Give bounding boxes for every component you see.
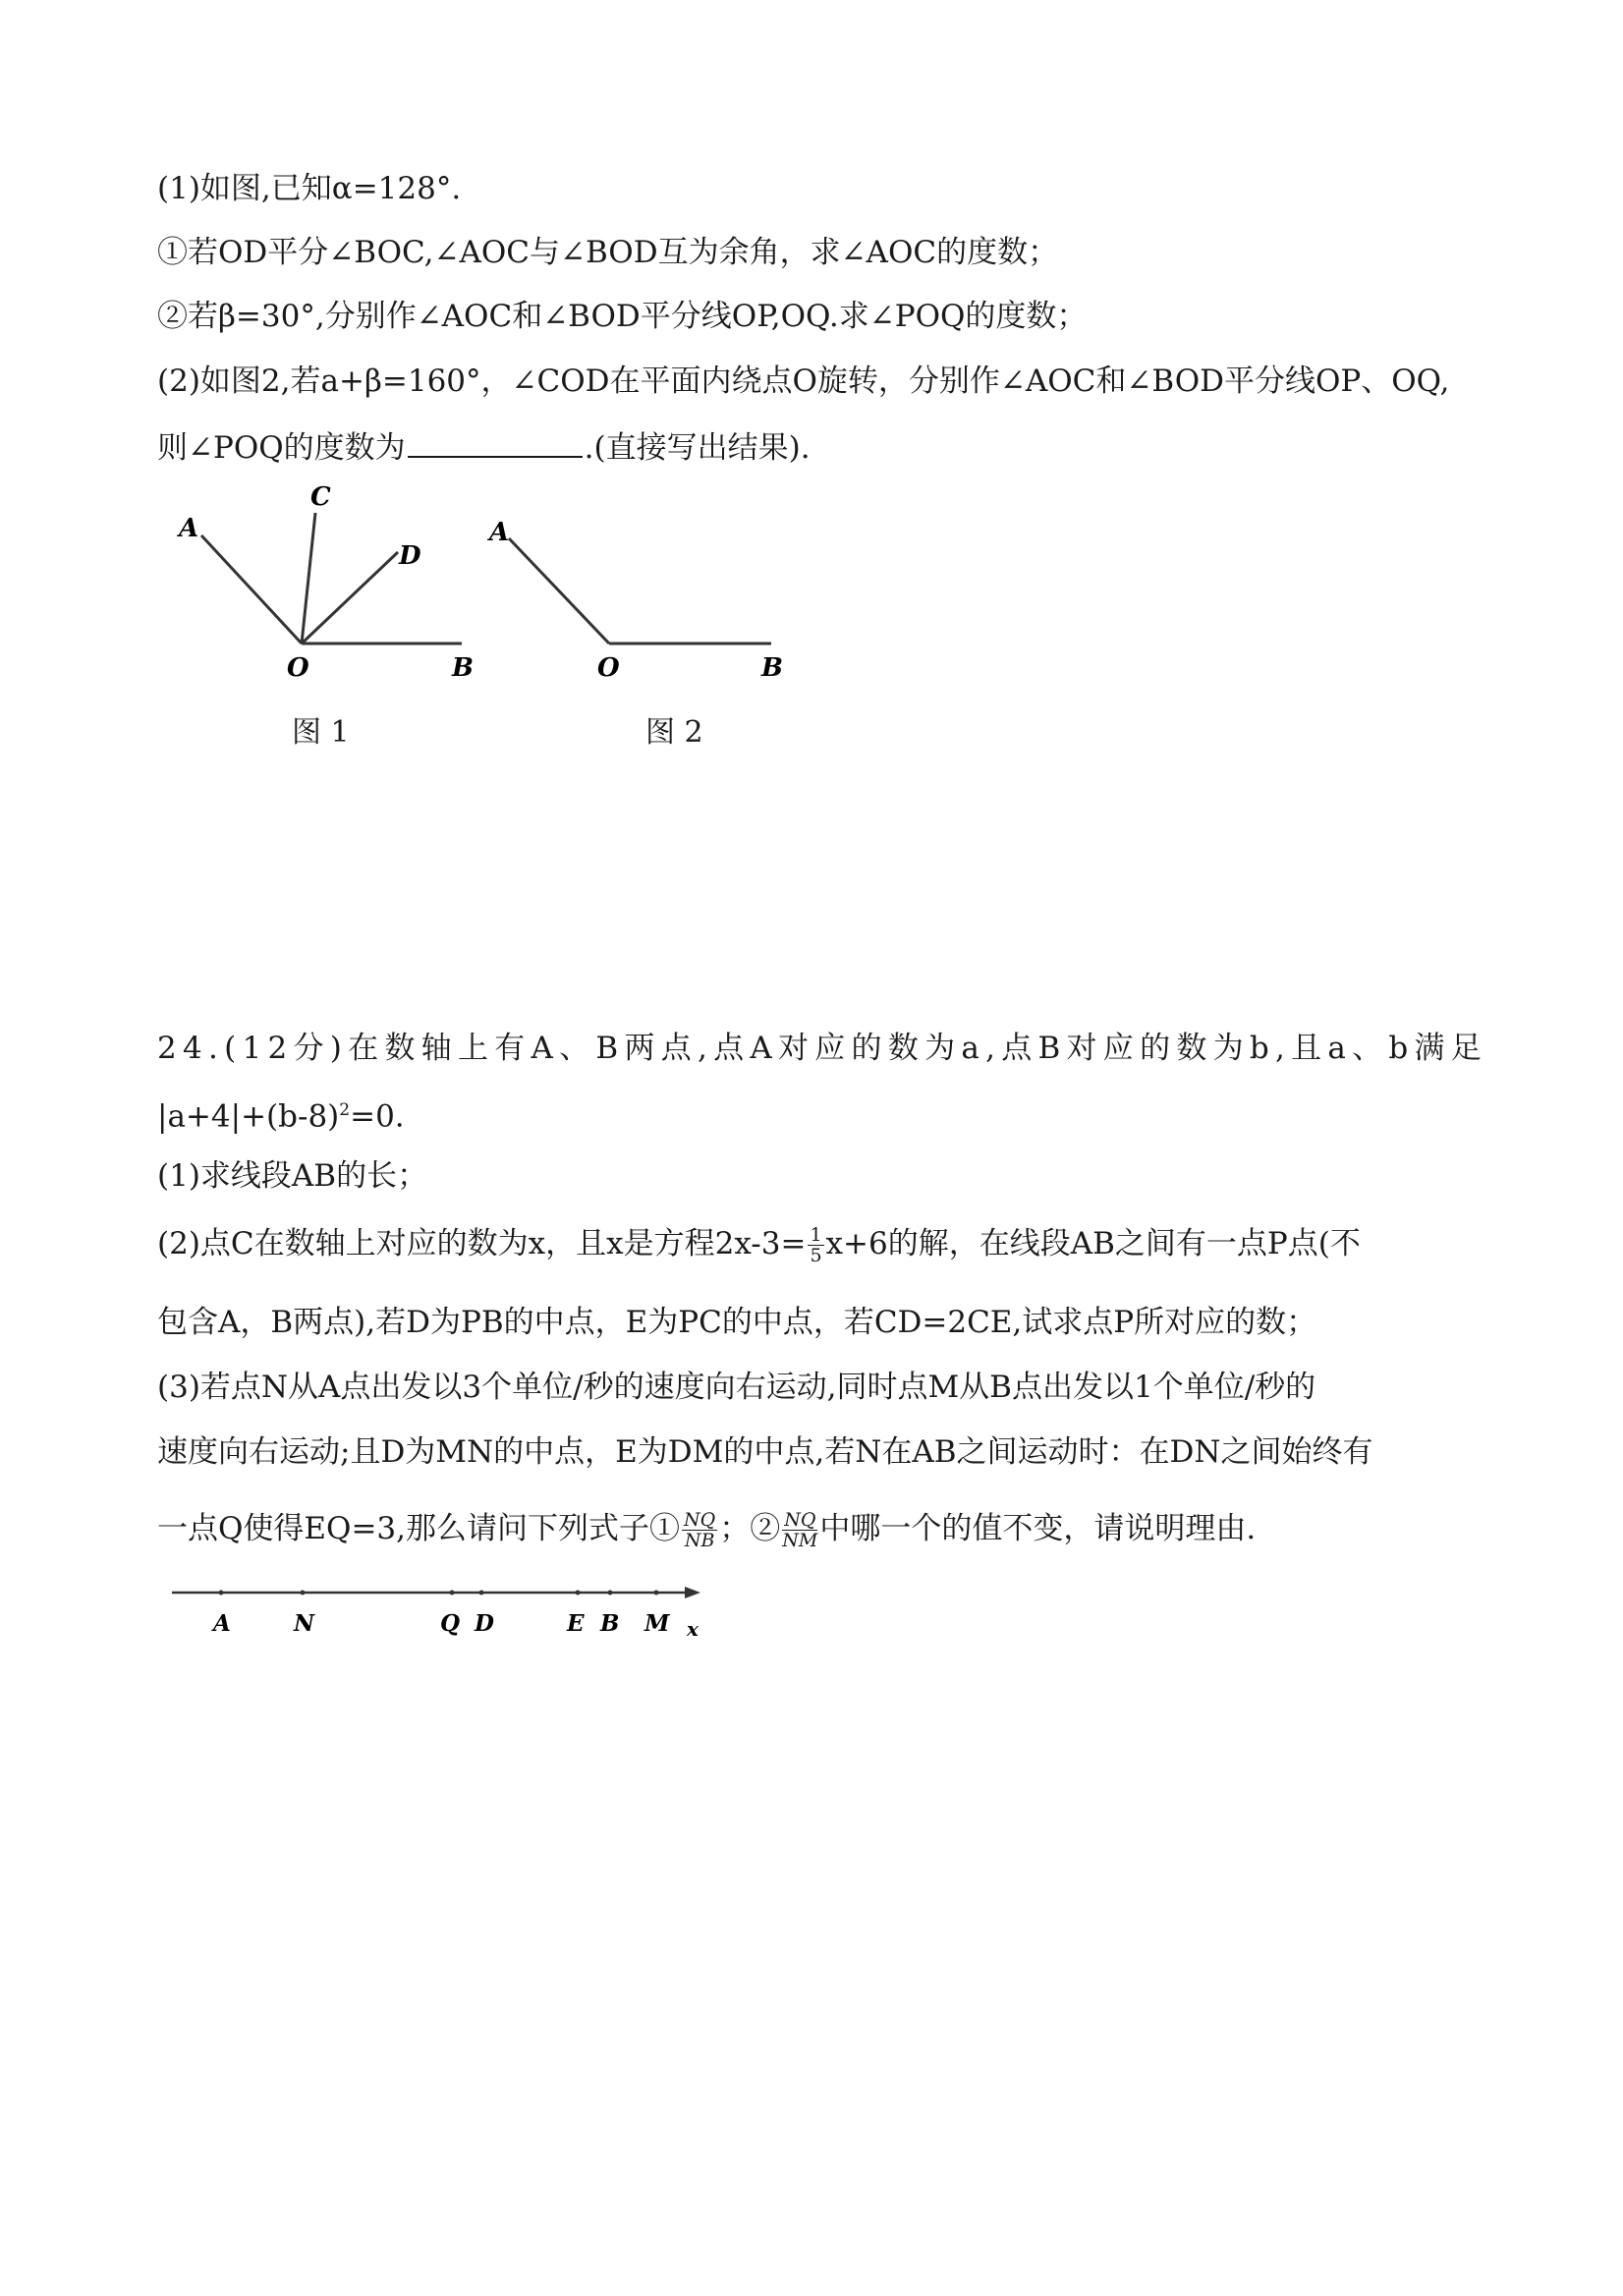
fig1-label-a: A xyxy=(179,514,199,543)
fig2-label-b: B xyxy=(761,653,783,683)
figure-1-caption: 图 1 xyxy=(292,715,350,750)
axis-label-n: N xyxy=(294,1610,315,1637)
fraction-one-fifth-denominator: 5 xyxy=(810,1245,822,1266)
q24-line-4-suffix: x+6的解，在线段AB之间有一点P点(不 xyxy=(825,1226,1361,1261)
fraction-nq-nb xyxy=(682,1510,717,1550)
answer-blank[interactable] xyxy=(408,426,583,458)
answer-prompt: 则∠POQ的度数为 xyxy=(157,430,406,466)
axis-label-a: A xyxy=(213,1610,231,1637)
q24-exponent: 2 xyxy=(339,1100,351,1120)
q24-line-2 xyxy=(157,1091,405,1136)
q24-line-1: 2 4 . ( 1 2 分 ) 在 数 轴 上 有 A 、 B 两 点 , 点 A 对 应 的 数 为 a , 点 B 对 应 的 数 为 b , 且 a 、 b 满 足 xyxy=(157,1031,1482,1066)
figure-2 xyxy=(481,511,806,688)
q24-equation-part-2: =0. xyxy=(350,1098,405,1135)
fig2-label-a: A xyxy=(489,518,510,547)
text-line-5 xyxy=(157,426,811,468)
fraction-nq-nm xyxy=(782,1510,817,1550)
q24-line-8-suffix: 中哪一个的值不变，请说明理由. xyxy=(819,1511,1257,1546)
figure-1 xyxy=(167,481,481,688)
fraction-one-fifth-numerator: 1 xyxy=(810,1224,822,1246)
q24-equation-part-1: |a+4|+(b-8) xyxy=(157,1098,340,1135)
fig1-label-o: O xyxy=(287,653,309,683)
text-line-3: ②若β=30°,分别作∠AOC和∠BOD平分线OP,OQ.求∠POQ的度数； xyxy=(157,299,1088,334)
fig1-label-d: D xyxy=(399,541,421,571)
axis-label-d: D xyxy=(475,1610,494,1637)
fraction-one-fifth xyxy=(808,1225,823,1265)
q24-line-8 xyxy=(157,1509,1256,1550)
fig2-label-o: O xyxy=(597,653,620,683)
text-line-2: ①若OD平分∠BOC,∠AOC与∠BOD互为余角，求∠AOC的度数； xyxy=(157,235,1059,270)
q24-line-4-prefix: (2)点C在数轴上对应的数为x，且x是方程2x-3= xyxy=(157,1226,807,1261)
answer-suffix: .(直接写出结果). xyxy=(584,430,811,466)
q24-line-3: (1)求线段AB的长； xyxy=(157,1158,428,1194)
text-line-4: (2)如图2,若a+β=160°，∠COD在平面内绕点O旋转，分别作∠AOC和∠BOD平分线OP、OQ, xyxy=(157,364,1450,399)
figure-2-caption: 图 2 xyxy=(645,715,703,750)
fraction-nq-nm-numerator: NQ xyxy=(784,1509,816,1531)
fraction-nq-nb-denominator: NB xyxy=(684,1530,715,1551)
axis-label-m: M xyxy=(644,1610,670,1637)
number-line xyxy=(162,1577,712,1646)
fraction-nq-nb-numerator: NQ xyxy=(684,1509,716,1531)
q24-line-8-prefix: 一点Q使得EQ=3,那么请问下列式子① xyxy=(157,1511,681,1546)
q24-line-6: (3)若点N从A点出发以3个单位/秒的速度向右运动,同时点M从B点出发以1个单位/秒的 xyxy=(157,1370,1316,1405)
q24-line-7: 速度向右运动;且D为MN的中点，E为DM的中点,若N在AB之间运动时：在DN之间始终有 xyxy=(157,1434,1373,1470)
q24-line-8-middle: ；② xyxy=(719,1511,781,1546)
q24-line-4 xyxy=(157,1224,1361,1265)
q24-line-5: 包含A，B两点),若D为PB的中点，E为PC的中点，若CD=2CE,试求点P所对应的数； xyxy=(157,1305,1317,1340)
axis-label-b: B xyxy=(600,1610,620,1637)
fig1-label-c: C xyxy=(310,482,331,512)
text-line-1: (1)如图,已知α=128°. xyxy=(157,171,462,206)
axis-label-q: Q xyxy=(440,1610,461,1637)
fig1-label-b: B xyxy=(452,653,474,683)
axis-label-x: x xyxy=(687,1617,699,1641)
axis-label-e: E xyxy=(567,1610,585,1637)
fraction-nq-nm-denominator: NM xyxy=(782,1530,818,1551)
